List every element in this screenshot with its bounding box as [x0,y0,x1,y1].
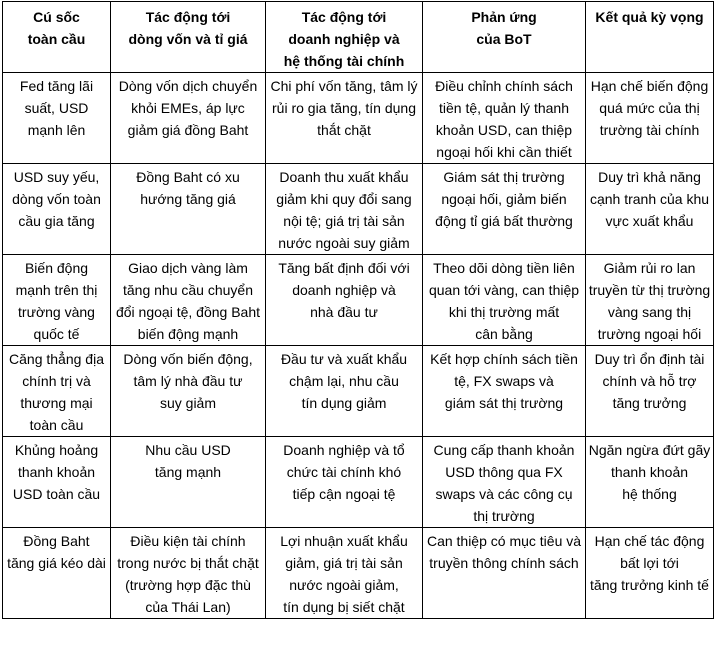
table-row [3,437,714,528]
table-cell: Đầu tư và xuất khẩu chậm lại, nhu cầu tín dụng giảm [266,346,423,437]
table-cell: Dòng vốn dịch chuyển khỏi EMEs, áp lực giảm giá đồng Baht [111,73,266,164]
table-header-row [3,2,714,73]
table-cell: USD suy yếu, dòng vốn toàn cầu gia tăng [3,164,111,255]
shock-response-table [2,1,714,619]
table-cell: Cung cấp thanh khoản USD thông qua FX swaps và các công cụ thị trường [423,437,586,528]
header-global-shock: Cú sốc toàn cầu [3,2,111,73]
table-cell: Nhu cầu USD tăng mạnh [111,437,266,528]
table-cell: Theo dõi dòng tiền liên quan tới vàng, can thiệp khi thị trường mất cân bằng [423,255,586,346]
table-cell: Hạn chế biến động quá mức của thị trường tài chính [586,73,714,164]
table-cell: Giám sát thị trường ngoại hối, giảm biến động tỉ giá bất thường [423,164,586,255]
table-cell: Hạn chế tác động bất lợi tới tăng trưởng kinh tế [586,528,714,619]
table-cell: Dòng vốn biến động, tâm lý nhà đầu tư suy giảm [111,346,266,437]
table-cell: Giảm rủi ro lan truyền từ thị trường vàng sang thị trường ngoại hối [586,255,714,346]
table-cell: Ngăn ngừa đứt gãy thanh khoản hệ thống [586,437,714,528]
table-cell: Fed tăng lãi suất, USD mạnh lên [3,73,111,164]
header-business-finance-impact: Tác động tới doanh nghiệp và hệ thống tài chính [266,2,423,73]
header-expected-outcome: Kết quả kỳ vọng [586,2,714,73]
table-cell: Đồng Baht tăng giá kéo dài [3,528,111,619]
table-cell: Căng thẳng địa chính trị và thương mại toàn cầu [3,346,111,437]
table-cell: Điều kiện tài chính trong nước bị thắt chặt (trường hợp đặc thù của Thái Lan) [111,528,266,619]
table-row [3,164,714,255]
table-cell: Duy trì ổn định tài chính và hỗ trợ tăng trưởng [586,346,714,437]
table-cell: Biến động mạnh trên thị trường vàng quốc tế [3,255,111,346]
table-cell: Khủng hoảng thanh khoản USD toàn cầu [3,437,111,528]
table-row [3,528,714,619]
table-cell: Chi phí vốn tăng, tâm lý rủi ro gia tăng, tín dụng thắt chặt [266,73,423,164]
table-cell: Giao dịch vàng làm tăng nhu cầu chuyển đổi ngoại tệ, đồng Baht biến động mạnh [111,255,266,346]
table-cell: Doanh nghiệp và tổ chức tài chính khó tiếp cận ngoại tệ [266,437,423,528]
table-cell: Tăng bất định đối với doanh nghiệp và nhà đầu tư [266,255,423,346]
table-cell: Doanh thu xuất khẩu giảm khi quy đổi sang nội tệ; giá trị tài sản nước ngoài suy giảm [266,164,423,255]
table-cell: Kết hợp chính sách tiền tệ, FX swaps và giám sát thị trường [423,346,586,437]
table-cell: Lợi nhuận xuất khẩu giảm, giá trị tài sản nước ngoài giảm, tín dụng bị siết chặt [266,528,423,619]
table-row [3,73,714,164]
table-cell: Duy trì khả năng cạnh tranh của khu vực xuất khẩu [586,164,714,255]
table-row [3,255,714,346]
table-cell: Can thiệp có mục tiêu và truyền thông chính sách [423,528,586,619]
table-row [3,346,714,437]
header-capital-flow-impact: Tác động tới dòng vốn và tỉ giá [111,2,266,73]
header-bot-response: Phản ứng của BoT [423,2,586,73]
table-cell: Đồng Baht có xu hướng tăng giá [111,164,266,255]
table-cell: Điều chỉnh chính sách tiền tệ, quản lý thanh khoản USD, can thiệp ngoại hối khi cần thiết [423,73,586,164]
